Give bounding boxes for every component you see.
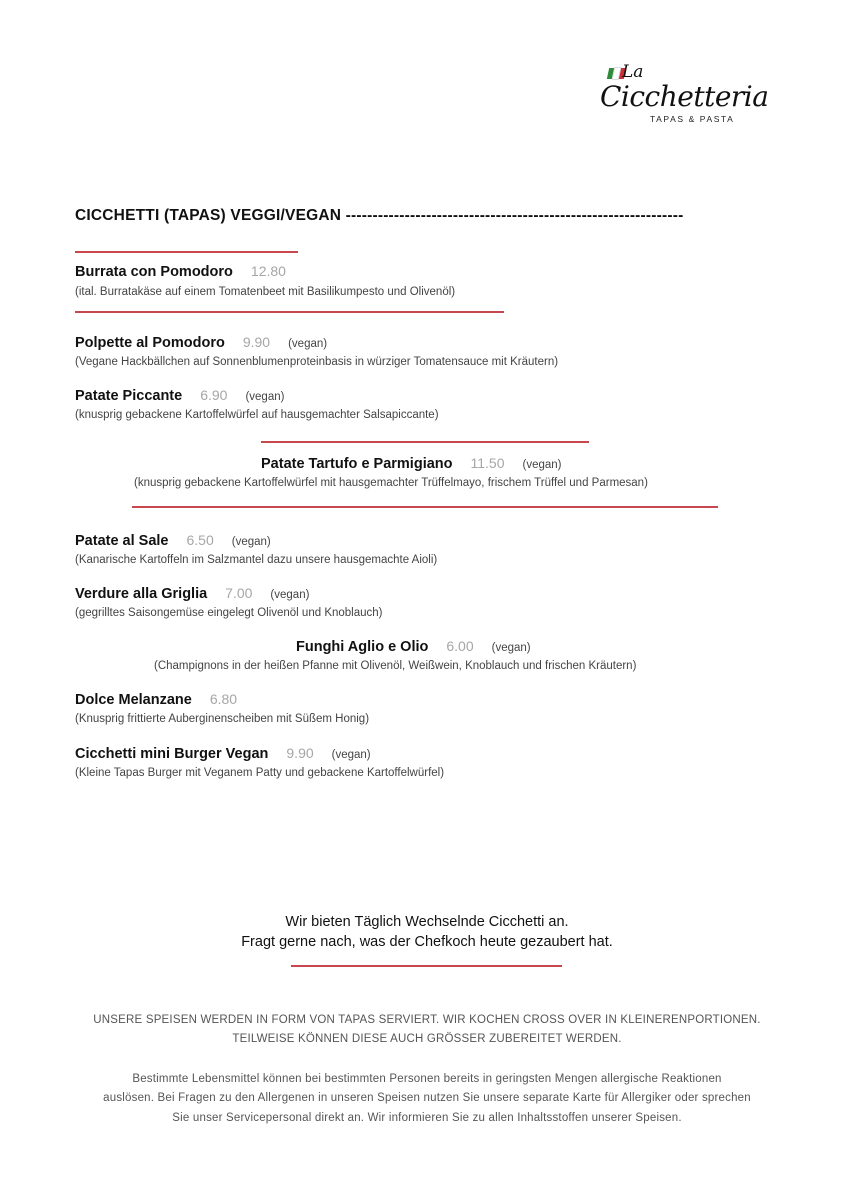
serving-notice-line2: TEILWEISE KÖNNEN DIESE AUCH GRÖSSER ZUBEREITET WERDEN. — [232, 1033, 622, 1045]
item-price: 6.50 — [186, 532, 214, 548]
vegan-tag: (vegan) — [288, 338, 328, 350]
item-price: 9.90 — [242, 334, 271, 350]
vegan-tag: (vegan) — [231, 536, 271, 548]
allergy-notice-line1: Bestimmte Lebensmittel können bei bestimmten Personen bereits in geringsten Mengen allergische Reaktionen — [132, 1073, 722, 1085]
divider-rule — [261, 441, 589, 443]
divider-rule — [75, 251, 298, 253]
item-price: 9.90 — [286, 745, 314, 761]
menu-item — [75, 334, 327, 352]
item-description: (Champignons in der heißen Pfanne mit Olivenöl, Weißwein, Knoblauch und frischen Kräutern) — [154, 660, 637, 672]
vegan-tag: (vegan) — [522, 459, 562, 471]
item-price: 6.90 — [200, 387, 228, 403]
item-description: (ital. Burratakäse auf einem Tomatenbeet mit Basilikumpesto und Olivenöl) — [75, 286, 456, 298]
logo-tagline: TAPAS & PASTA — [650, 114, 735, 124]
item-description: (Kanarische Kartoffeln im Salzmantel dazu unsere hausgemachte Aioli) — [75, 554, 438, 566]
item-name: Polpette al Pomodoro — [75, 335, 225, 351]
logo-name: Cicchetteria — [600, 80, 769, 113]
item-price: 6.00 — [446, 638, 474, 654]
item-name: Patate Tartufo e Parmigiano — [261, 456, 453, 472]
item-name: Burrata con Pomodoro — [75, 264, 233, 280]
menu-item — [296, 638, 531, 656]
vegan-tag: (vegan) — [245, 391, 285, 403]
restaurant-logo — [598, 62, 798, 132]
divider-rule — [75, 311, 504, 313]
item-name: Patate Piccante — [75, 388, 183, 404]
item-name: Verdure alla Griglia — [75, 586, 208, 602]
daily-note-line1: Wir bieten Täglich Wechselnde Cicchetti an. — [285, 914, 569, 930]
item-price: 11.50 — [470, 455, 505, 471]
menu-item — [75, 263, 286, 281]
menu-item — [75, 745, 371, 763]
item-description: (Knusprig frittierte Auberginenscheiben mit Süßem Honig) — [75, 713, 370, 725]
daily-note-line2: Fragt gerne nach, was der Chefkoch heute gezaubert hat. — [241, 934, 613, 950]
divider-rule — [291, 965, 562, 967]
item-name: Cicchetti mini Burger Vegan — [75, 746, 269, 762]
item-description: (Vegane Hackbällchen auf Sonnenblumenproteinbasis in würziger Tomatensauce mit Kräutern) — [75, 356, 559, 368]
vegan-tag: (vegan) — [331, 749, 371, 761]
menu-item — [75, 532, 271, 550]
item-description: (knusprig gebackene Kartoffelwürfel mit hausgemachter Trüffelmayo, frischem Trüffel und Parmesan) — [134, 477, 648, 489]
vegan-tag: (vegan) — [491, 642, 531, 654]
item-description: (knusprig gebackene Kartoffelwürfel auf hausgemachter Salsapiccante) — [75, 409, 439, 421]
vegan-tag: (vegan) — [270, 589, 310, 601]
menu-item — [75, 585, 309, 603]
serving-notice-line1: UNSERE SPEISEN WERDEN IN FORM VON TAPAS SERVIERT. WIR KOCHEN CROSS OVER IN KLEINERENPORTIONEN. — [93, 1014, 761, 1026]
menu-item — [75, 387, 284, 405]
item-description: (gegrilltes Saisongemüse eingelegt Olivenöl und Knoblauch) — [75, 607, 383, 619]
divider-rule — [132, 506, 718, 508]
item-name: Dolce Melanzane — [75, 692, 192, 708]
allergy-notice-line3: Sie unser Servicepersonal direkt an. Wir informieren Sie zu allen Inhaltsstoffen unserer Speisen. — [172, 1112, 682, 1124]
logo-la: La — [622, 62, 644, 82]
section-title: CICCHETTI (TAPAS) VEGGI/VEGAN --------------------------------------------------------------- — [75, 207, 684, 224]
item-name: Funghi Aglio e Olio — [296, 639, 429, 655]
menu-item — [75, 691, 237, 709]
menu-item — [261, 455, 562, 473]
item-price: 7.00 — [225, 585, 253, 601]
item-price: 6.80 — [209, 691, 238, 707]
allergy-notice-line2: auslösen. Bei Fragen zu den Allergenen in unseren Speisen nutzen Sie unsere separate Karte für Allergiker oder sprechen — [103, 1092, 751, 1104]
item-description: (Kleine Tapas Burger mit Veganem Patty und gebackene Kartoffelwürfel) — [75, 767, 445, 779]
item-name: Patate al Sale — [75, 533, 169, 549]
item-price: 12.80 — [250, 263, 286, 279]
